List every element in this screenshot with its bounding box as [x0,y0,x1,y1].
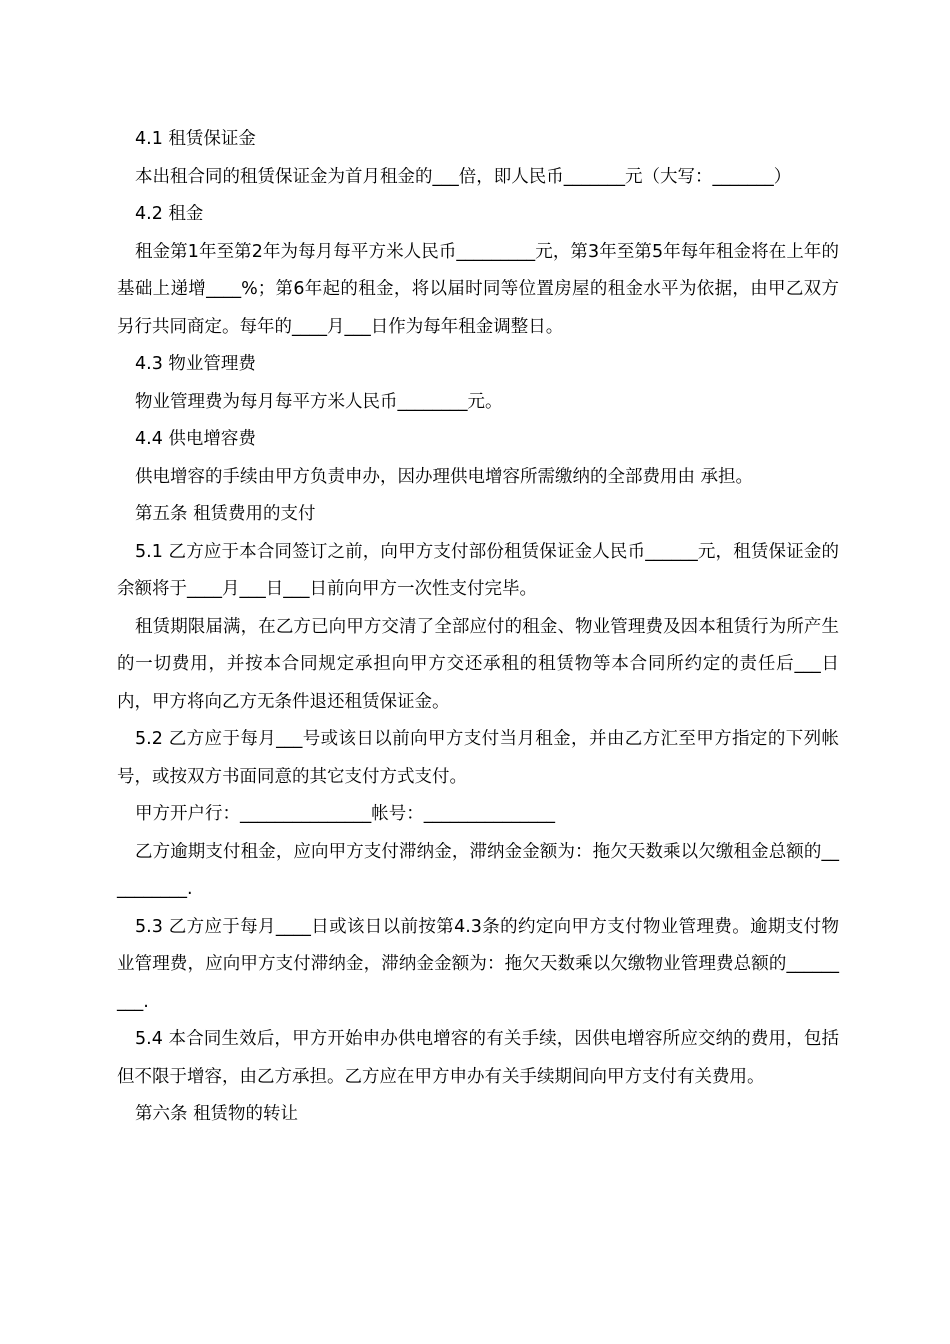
section-heading-4-4: 4.4 供电增容费 [135,429,256,449]
document-page [117,121,839,1134]
article-heading-6: 第六条 租赁物的转让 [135,1104,299,1124]
paragraph-management-fee: 物业管理费为每月每平方米人民币________元。 [135,391,503,412]
paragraph-rent: 租金第1年至第2年为每月每平方米人民币_________元，第3年至第5年每年租金将在上年的基础上递增____%；第6年起的租金，将以届时同等位置房屋的租金水平为依据，由甲乙双方另行共同商定。每年的____月___日作为每年租金调整日。 [117,241,839,337]
paragraph-5-2: 5.2 乙方应于每月___号或该日以前向甲方支付当月租金，并由乙方汇至甲方指定的下列帐号，或按双方书面同意的其它支付方式支付。 [117,729,839,787]
section-heading-4-2: 4.2 租金 [135,204,204,224]
paragraph-bank-account: 甲方开户行：_______________帐号：_______________ [135,804,555,824]
paragraph-5-4: 5.4 本合同生效后，甲方开始申办供电增容的有关手续，因供电增容所应交纳的费用，包括但不限于增容，由乙方承担。乙方应在甲方申办有关手续期间向甲方支付有关费用。 [117,1029,839,1087]
paragraph-5-1: 5.1 乙方应于本合同签订之前，向甲方支付部份租赁保证金人民币______元，租赁保证金的余额将于____月___日___日前向甲方一次性支付完毕。 [117,541,839,599]
paragraph-late-rent: 乙方逾期支付租金，应向甲方支付滞纳金，滞纳金金额为：拖欠天数乘以欠缴租金总额的__________. [117,841,839,899]
article-heading-5: 第五条 租赁费用的支付 [135,504,316,524]
section-heading-4-1: 4.1 租赁保证金 [135,129,256,149]
paragraph-deposit: 本出租合同的租赁保证金为首月租金的___倍，即人民币_______元（大写：_______） [135,166,792,187]
paragraph-deposit-refund: 租赁期限届满，在乙方已向甲方交清了全部应付的租金、物业管理费及因本租赁行为所产生的一切费用，并按本合同规定承担向甲方交还承租的租赁物等本合同所约定的责任后___日内，甲方将向乙方无条件退还租赁保证金。 [117,616,839,712]
paragraph-5-3: 5.3 乙方应于每月____日或该日以前按第4.3条的约定向甲方支付物业管理费。逾期支付物业管理费，应向甲方支付滞纳金，滞纳金金额为：拖欠天数乘以欠缴物业管理费总额的_________. [117,916,839,1012]
section-heading-4-3: 4.3 物业管理费 [135,354,256,374]
paragraph-power-capacity: 供电增容的手续由甲方负责申办，因办理供电增容所需缴纳的全部费用由 承担。 [135,466,754,487]
